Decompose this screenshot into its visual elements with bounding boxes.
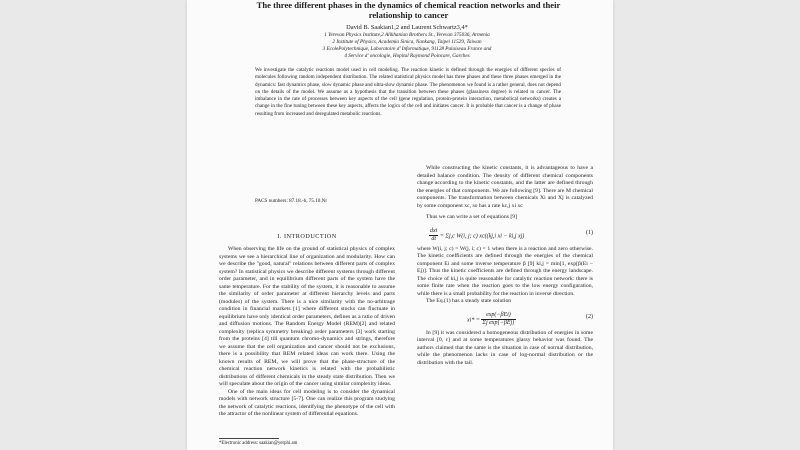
equation-2-number: (2): [586, 313, 593, 320]
abstract: We investigate the catalytic reactions model used in cell modeling. The reaction kinetic is defined through the energies of different species of molecules following random independent distribution. The related statistical physics model has three phases and these three phases emerged in the dynamics: fast dynamics phase, slow dynamic phase and ultra-slow dynamic phase. The phenomenon we found is a rather general, does not depend on the details of the model. We assume as a hypothesis that the transition between these phases (glassiness degree) is related to cancer. The imbalance in the rate of processes between key aspects of the cell (gene regulation, protein-protein interaction, metabolical networks) creates a change in the fine tuning between these key aspects, affects the logics of the cell and initiates cancer. It is probable that cancer is a change of phase resulting from increased and deregulated metabolic reactions.: [255, 67, 561, 117]
body-paragraph: Thus we can write a set of equations [9]: [426, 214, 517, 220]
body-paragraph: One of the main ideas for cell modeling is to consider the dynamical models with network structure [5-7]. One can realize this program studying the network of catalytic reactions, identifying the phenotype of the cell with the attractor of the nonlinear system of differential equations.: [219, 388, 395, 417]
body-paragraph: When observing the life on the ground of statistical physics of complex systems we see a hierarchical line of organization and modularity. How can we describe the "good, natural" relations between different parts of complex system? In statistical physics we describe different systems through different order parameter, and in equilibrium different parts of the system have the same temperature. For the stability of the system, it is reasonable to assume the similarity of order parameter at different hierarchy levels and parts (modules) of the system. There is a nice similarity with the no-arbitrage condition in financial markets [1] where different stocks can fluctuate in equilibrium have only identical order parameters, defines as a ratio of driven and diffusion motions. The Random Energy Model (REM)[2] and related complexity (replica symmetry breaking) order parameters [3] work starting from the proteins [4] till quantum chromo-dynamics and strings, therefore we assume that the cell organization and cancer should not be exclusions, there is a possibility that REM related ideas can work there. Using the known results of REM, we will prove that the phase-structure of the chemical reaction network kinetics is related with the probabilistic distributions of different chemicals in the steady state distribution. Then we will speculate about the origin of the cancer using similar complexity ideas.: [219, 246, 395, 387]
footnote-divider: [219, 438, 279, 439]
affiliation-line: 1 Yerevan Physics Institute,2 Alikhanian Brothers St., Yerevan 375036, Armenia: [324, 32, 490, 38]
body-paragraph: In [9] it was considered a homogeneous distribution of energies in some interval [0, ε] and at some temperatures glassy behavior was found. The authors claimed that the same is the situation in case of normal distribution, while the phenomenon lacks in case of log-normal distribution or the distribution with the tail.: [417, 329, 593, 366]
author-list: David B. Saakian1,2 and Laurent Schwartz3,4*: [346, 24, 468, 31]
equation-1-lhs-denominator: dt: [431, 236, 436, 242]
footnote-email: *Electronic address: saakian@yerphi.am: [219, 441, 298, 446]
affiliation-line: 2 Institute of Physics, Academia Sinica, Nankang, Taipei 11529, Taiwan: [332, 39, 482, 46]
body-paragraph: where W(i, j; c) = W(j, i; c) = 1 when there is a reaction and zero otherwise. The kinetic coefficients are defined through the energies of the chemical component Ei and some inverse temperature β [9] ki,j = min[1, exp[β(Ei − Ej)]. Thus the kinetic coefficients are defined through the energy landscape. The choice of ki,j is quite reasonable for catalytic reaction network: there is some finite rate when the reaction goes to the low energy configuration, while there is a small probability for the reaction in inverse direction.: [417, 245, 593, 297]
equation-2-denominator: Σj exp[−βEj]: [482, 320, 515, 326]
body-paragraph: While constructing the kinetic constants, it is advantageous to have a detailed balance condition. The density of different chemical components change according to the kinetic constants, and the latter are defined through the energies of that components. We are following [9]. There are M chemical components. The transformation between chemicals Xi and Xj is catalyzed by some component xc, so has a rate kc,j xi xc: [417, 165, 593, 209]
paper-title: [241, 0, 576, 20]
equation-2-lhs: xi* =: [467, 316, 480, 323]
equation-1-number: (1): [586, 229, 593, 236]
equation-1: [417, 224, 593, 244]
section-heading-introduction: I. INTRODUCTION: [277, 233, 337, 240]
equation-1-rhs: = Σj,c W(i, j; c) xc((kj,i xi − ki,j xj): [439, 232, 525, 239]
equation-2: [417, 308, 593, 328]
affiliation-block: [247, 32, 567, 60]
paper-page: [187, 0, 613, 450]
affiliation-line: 4 Service d' oncologie, Hopital Raymond Poincare, Garches: [344, 53, 470, 60]
title-line-2: relationship to cancer: [368, 10, 449, 20]
affiliation-line: 3 EcolePolytechnique, Laboratoire d' Informatique, 91128 Palaiseau France and: [322, 46, 492, 53]
title-line-1: The three different phases in the dynamics of chemical reaction networks and their: [256, 0, 561, 10]
pacs-numbers: PACS numbers: 87.18.-h, 75.10.Nr: [255, 198, 328, 204]
left-column: [219, 246, 395, 419]
equation-1-lhs-numerator: dxi: [429, 228, 438, 237]
body-paragraph: The Eq.(1) has a steady state solution: [426, 298, 512, 304]
right-column: [417, 165, 593, 367]
equation-2-numerator: exp(−βEi): [481, 312, 515, 321]
equation-2-fraction: [481, 312, 515, 328]
equation-1-lhs-fraction: [429, 228, 438, 244]
